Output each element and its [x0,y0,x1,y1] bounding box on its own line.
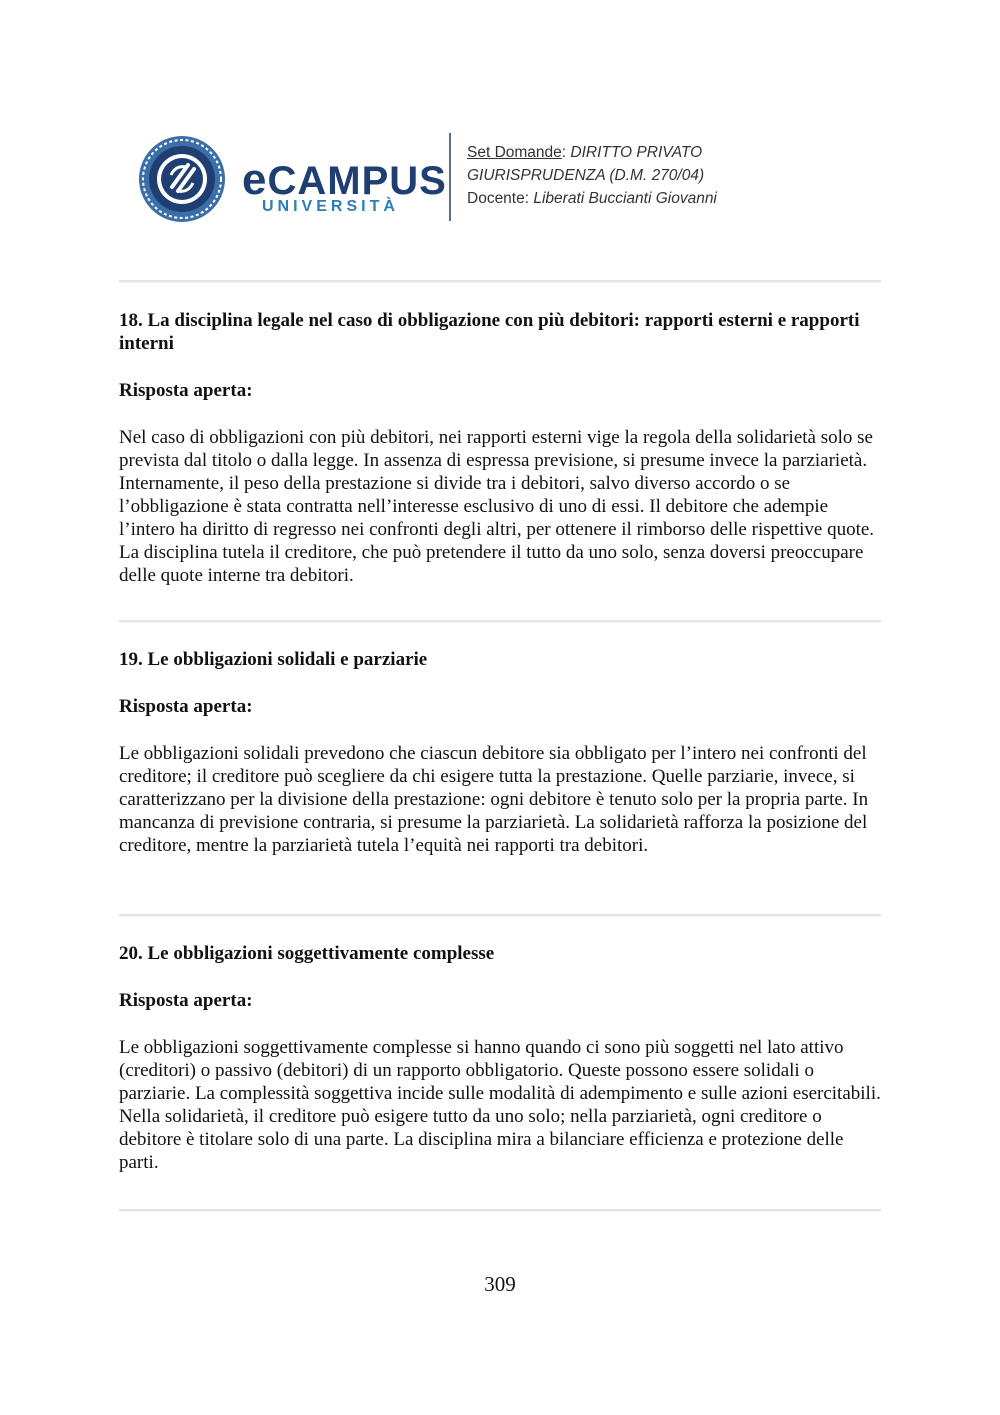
set-line-2 [467,164,717,187]
teacher-line: Docente: Liberati Buccianti Giovanni [467,190,717,207]
set-label: Set Domande [467,144,562,161]
question-block-20 [119,942,884,1174]
answer-label: Risposta aperta: [119,380,253,401]
separator [119,914,881,917]
separator [119,280,881,283]
document-header [0,0,1000,280]
set-value-line2: GIURISPRUDENZA (D.M. 270/04) [467,167,705,184]
question-block-18 [119,309,884,587]
set-value-line1: DIRITTO PRIVATO [570,144,703,161]
answer-text: Le obbligazioni soggettivamente complesse si hanno quando ci sono più soggetti nel lato attivo (creditori) o passivo (debitori) di un rapporto obbligatorio. Queste possono essere solidali o parziarie. La complessità soggettiva incide sulle modalità di adempimento e sulle azioni esercitabili. Nella solidarietà, il creditore può esigere tutto da uno solo; nella parziarietà, ogni creditore o debitore è titolare solo di una parte. La disciplina mira a bilanciare efficienza e protezione delle parti. [119,1037,881,1173]
question-title: 18. La disciplina legale nel caso di obbligazione con più debitori: rapporti esterni e rapporti interni [119,310,860,354]
answer-text: Le obbligazioni solidali prevedono che ciascun debitore sia obbligato per l’intero nei confronti del creditore; il creditore può scegliere da chi esigere tutta la prestazione. Quelle parziarie, invece, si caratterizzano per la divisione della prestazione: ogni debitore è tenuto solo per la propria parte. In mancanza di previsione contraria, si presume la parziarietà. La solidarietà rafforza la posizione del creditore, mentre la parziarietà tutela l’equità nei rapporti tra debitori. [119,743,869,856]
question-block-19 [119,648,884,857]
header-divider [449,133,451,221]
ecampus-seal-logo [138,135,226,223]
course-info [467,141,717,210]
teacher-label: Docente [467,190,525,207]
answer-text: Nel caso di obbligazioni con più debitori, nei rapporti esterni vige la regola della solidarietà solo se prevista dal titolo o dalla legge. In assenza di espressa previsione, si presume invece la parziarietà. Internamente, il peso della prestazione si divide tra i debitori, salvo diverso accordo o se l’obbligazione è stata contratta nell’interesse esclusivo di uno di essi. Il debitore che adempie l’intero ha diritto di regresso nei confronti degli altri, per ottenere il rimborso delle rispettive quote. La disciplina tutela il creditore, che può pretendere il tutto da uno solo, senza doversi preoccupare delle quote interne tra debitori. [119,427,875,586]
separator [119,620,881,623]
question-title: 20. Le obbligazioni soggettivamente complesse [119,943,495,964]
separator [119,1209,881,1212]
page-number: 309 [484,1272,516,1296]
question-title: 19. Le obbligazioni solidali e parziarie [119,649,428,670]
university-wordmark: UNIVERSITÀ [262,198,399,215]
answer-label: Risposta aperta: [119,696,253,717]
set-line: Set Domande: DIRITTO PRIVATO [467,144,703,161]
answer-label: Risposta aperta: [119,990,253,1011]
teacher-value: Liberati Buccianti Giovanni [533,190,717,207]
ecampus-wordmark: eCAMPUS [242,155,447,204]
